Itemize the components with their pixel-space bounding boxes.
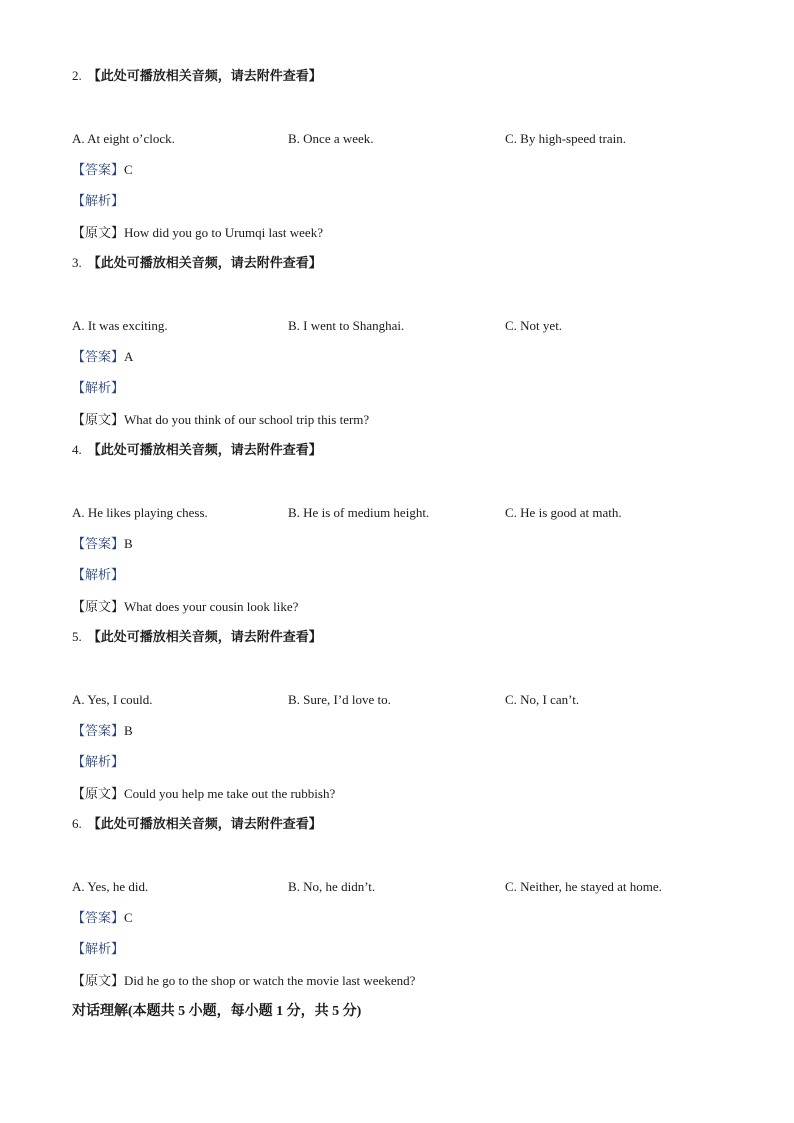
transcript-text: What do you think of our school trip this term?	[124, 412, 370, 427]
answer-label: 【答案】	[72, 349, 125, 364]
answer-option: A. He likes playing chess.	[72, 505, 208, 520]
transcript-label: 【原文】	[72, 225, 125, 240]
transcript-label: 【原文】	[72, 973, 125, 988]
answer-value: A	[124, 349, 134, 364]
question-header	[72, 629, 322, 645]
answer-value: B	[124, 536, 133, 551]
audio-placeholder[interactable]: 【此处可播放相关音频，请去附件查看】	[87, 255, 322, 270]
answer-option: A. At eight o’clock.	[72, 131, 175, 146]
transcript-line	[72, 973, 415, 989]
answer-option: C. By high-speed train.	[505, 131, 626, 146]
analysis-label: 【解析】	[72, 567, 125, 582]
answer-line	[72, 723, 133, 739]
answer-option: B. No, he didn’t.	[288, 879, 376, 894]
audio-placeholder[interactable]: 【此处可播放相关音频，请去附件查看】	[87, 68, 322, 83]
question-number: 3.	[72, 255, 82, 270]
analysis-label: 【解析】	[72, 754, 125, 769]
answer-label: 【答案】	[72, 536, 125, 551]
transcript-line	[72, 225, 323, 241]
answer-value: B	[124, 723, 133, 738]
answer-line	[72, 162, 133, 178]
answer-option: C. Neither, he stayed at home.	[505, 879, 662, 894]
analysis-line	[72, 193, 124, 209]
answer-option: C. Not yet.	[505, 318, 563, 333]
transcript-text: Did he go to the shop or watch the movie last weekend?	[124, 973, 416, 988]
analysis-line	[72, 941, 124, 957]
transcript-label: 【原文】	[72, 599, 125, 614]
question-header	[72, 68, 322, 84]
question-number: 2.	[72, 68, 82, 83]
answer-option: B. Sure, I’d love to.	[288, 692, 391, 707]
transcript-text: Could you help me take out the rubbish?	[124, 786, 336, 801]
transcript-line	[72, 786, 335, 802]
audio-placeholder[interactable]: 【此处可播放相关音频，请去附件查看】	[87, 629, 322, 644]
transcript-line	[72, 412, 369, 428]
answer-option: A. It was exciting.	[72, 318, 168, 333]
answer-line	[72, 536, 133, 552]
answer-value: C	[124, 910, 133, 925]
question-number: 5.	[72, 629, 82, 644]
analysis-label: 【解析】	[72, 193, 125, 208]
audio-placeholder[interactable]: 【此处可播放相关音频，请去附件查看】	[87, 442, 322, 457]
answer-option: B. Once a week.	[288, 131, 374, 146]
question-number: 6.	[72, 816, 82, 831]
transcript-label: 【原文】	[72, 786, 125, 801]
answer-option: C. No, I can’t.	[505, 692, 580, 707]
answer-option: B. I went to Shanghai.	[288, 318, 405, 333]
section-title: 对话理解(本题共 5 小题，每小题 1 分，共 5 分)	[72, 1004, 362, 1019]
audio-placeholder[interactable]: 【此处可播放相关音频，请去附件查看】	[87, 816, 322, 831]
analysis-line	[72, 380, 124, 396]
answer-option: A. Yes, I could.	[72, 692, 153, 707]
transcript-label: 【原文】	[72, 412, 125, 427]
answer-value: C	[124, 162, 133, 177]
answer-option: C. He is good at math.	[505, 505, 622, 520]
answer-label: 【答案】	[72, 723, 125, 738]
question-header	[72, 255, 322, 271]
transcript-text: What does your cousin look like?	[124, 599, 299, 614]
answer-label: 【答案】	[72, 910, 125, 925]
answer-option: B. He is of medium height.	[288, 505, 430, 520]
answer-label: 【答案】	[72, 162, 125, 177]
analysis-label: 【解析】	[72, 941, 125, 956]
answer-option: A. Yes, he did.	[72, 879, 149, 894]
answer-line	[72, 910, 133, 926]
question-header	[72, 816, 322, 832]
transcript-text: How did you go to Urumqi last week?	[124, 225, 323, 240]
question-header	[72, 442, 322, 458]
transcript-line	[72, 599, 298, 615]
analysis-line	[72, 567, 124, 583]
answer-line	[72, 349, 133, 365]
analysis-line	[72, 754, 124, 770]
question-number: 4.	[72, 442, 82, 457]
analysis-label: 【解析】	[72, 380, 125, 395]
